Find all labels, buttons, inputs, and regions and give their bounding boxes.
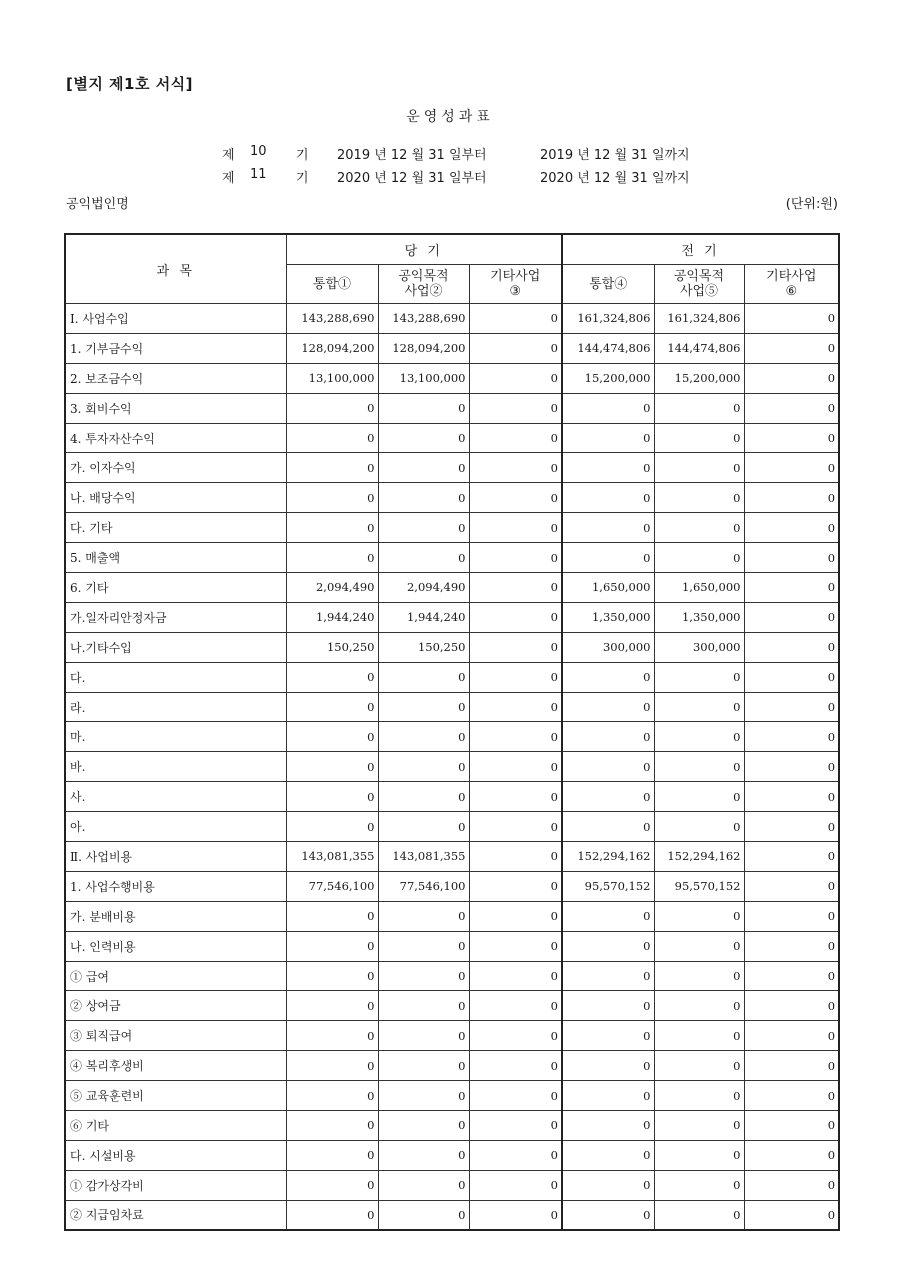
row-value: 0 <box>286 961 378 991</box>
row-value: 0 <box>286 1170 378 1200</box>
row-value: 0 <box>654 812 744 842</box>
table-row <box>65 901 839 931</box>
row-value: 0 <box>654 1111 744 1141</box>
table-row <box>65 842 839 872</box>
row-value: 0 <box>744 423 839 453</box>
row-value: 300,000 <box>562 632 654 662</box>
row-value: 0 <box>744 1051 839 1081</box>
row-value: 150,250 <box>286 632 378 662</box>
row-value: 0 <box>562 1021 654 1051</box>
row-value: 0 <box>378 991 469 1021</box>
row-value: 0 <box>562 393 654 423</box>
row-value: 0 <box>744 842 839 872</box>
table-row <box>65 662 839 692</box>
row-value: 0 <box>378 393 469 423</box>
table-row <box>65 453 839 483</box>
form-label: [별지 제1호 서식] <box>66 75 194 93</box>
row-value: 0 <box>286 722 378 752</box>
row-subject: Ⅰ. 사업수입 <box>65 304 286 334</box>
row-value: 0 <box>469 871 562 901</box>
row-value: 0 <box>744 483 839 513</box>
row-value: 0 <box>286 1111 378 1141</box>
row-value: 0 <box>654 1081 744 1111</box>
row-value: 0 <box>469 1021 562 1051</box>
row-value: 0 <box>654 931 744 961</box>
row-value: 0 <box>654 393 744 423</box>
row-value: 0 <box>654 453 744 483</box>
row-value: 1,350,000 <box>654 602 744 632</box>
row-value: 0 <box>286 901 378 931</box>
row-value: 0 <box>562 1140 654 1170</box>
row-value: 0 <box>378 662 469 692</box>
row-value: 0 <box>562 782 654 812</box>
row-value: 0 <box>562 901 654 931</box>
period-number: 11 <box>250 167 267 182</box>
period-to: 2020 년 12 월 31 일까지 <box>540 171 690 186</box>
row-value: 0 <box>744 901 839 931</box>
row-value: 0 <box>378 901 469 931</box>
row-value: 0 <box>469 812 562 842</box>
row-value: 128,094,200 <box>378 333 469 363</box>
row-subject: 1. 사업수행비용 <box>65 871 286 901</box>
row-subject: 2. 보조금수익 <box>65 363 286 393</box>
row-value: 143,081,355 <box>286 842 378 872</box>
header-col-3: 기타사업 ③ <box>469 265 562 304</box>
row-value: 0 <box>654 961 744 991</box>
row-value: 0 <box>744 602 839 632</box>
row-value: 0 <box>744 662 839 692</box>
row-value: 0 <box>562 662 654 692</box>
row-value: 0 <box>286 692 378 722</box>
row-value: 0 <box>744 513 839 543</box>
period-from: 2019 년 12 월 31 일부터 <box>337 148 487 163</box>
row-subject: 다. 기타 <box>65 513 286 543</box>
row-subject: 나. 인력비용 <box>65 931 286 961</box>
row-value: 128,094,200 <box>286 333 378 363</box>
row-value: 0 <box>378 1111 469 1141</box>
row-value: 0 <box>744 1111 839 1141</box>
row-value: 1,350,000 <box>562 602 654 632</box>
period-number: 10 <box>250 144 267 159</box>
row-value: 13,100,000 <box>286 363 378 393</box>
table-row <box>65 543 839 573</box>
table-row <box>65 1051 839 1081</box>
row-value: 0 <box>744 573 839 603</box>
row-value: 0 <box>562 423 654 453</box>
row-value: 2,094,490 <box>378 573 469 603</box>
table-row <box>65 782 839 812</box>
row-subject: 1. 기부금수익 <box>65 333 286 363</box>
row-value: 0 <box>744 304 839 334</box>
row-value: 0 <box>744 363 839 393</box>
table-row <box>65 483 839 513</box>
row-value: 0 <box>286 812 378 842</box>
row-value: 0 <box>562 722 654 752</box>
row-value: 0 <box>469 931 562 961</box>
row-subject: ② 상여금 <box>65 991 286 1021</box>
row-value: 95,570,152 <box>562 871 654 901</box>
row-value: 1,944,240 <box>378 602 469 632</box>
row-value: 0 <box>654 1051 744 1081</box>
row-value: 0 <box>562 1111 654 1141</box>
row-subject: 가. 분배비용 <box>65 901 286 931</box>
row-subject: ⑤ 교육훈련비 <box>65 1081 286 1111</box>
period-je: 제 <box>222 148 235 163</box>
row-value: 0 <box>469 304 562 334</box>
row-value: 144,474,806 <box>562 333 654 363</box>
row-value: 152,294,162 <box>654 842 744 872</box>
row-value: 0 <box>744 961 839 991</box>
operating-results-table <box>64 233 840 1231</box>
row-value: 0 <box>744 931 839 961</box>
row-value: 0 <box>654 782 744 812</box>
row-value: 0 <box>378 453 469 483</box>
row-value: 152,294,162 <box>562 842 654 872</box>
row-value: 0 <box>469 842 562 872</box>
table-row <box>65 1140 839 1170</box>
row-value: 15,200,000 <box>562 363 654 393</box>
row-value: 0 <box>562 961 654 991</box>
row-value: 0 <box>654 722 744 752</box>
header-subject: 과 목 <box>65 234 286 304</box>
row-subject: 5. 매출액 <box>65 543 286 573</box>
row-value: 0 <box>744 333 839 363</box>
row-value: 143,081,355 <box>378 842 469 872</box>
table-row <box>65 513 839 543</box>
row-value: 0 <box>286 1081 378 1111</box>
row-value: 0 <box>562 931 654 961</box>
table-row <box>65 812 839 842</box>
row-value: 0 <box>378 692 469 722</box>
row-value: 0 <box>378 1051 469 1081</box>
table-row <box>65 333 839 363</box>
row-value: 0 <box>378 543 469 573</box>
row-value: 0 <box>286 543 378 573</box>
row-value: 0 <box>469 692 562 722</box>
row-value: 0 <box>469 722 562 752</box>
table-row <box>65 1111 839 1141</box>
row-value: 161,324,806 <box>562 304 654 334</box>
row-value: 0 <box>469 363 562 393</box>
row-subject: 가. 이자수익 <box>65 453 286 483</box>
row-value: 0 <box>378 782 469 812</box>
row-subject: ① 감가상각비 <box>65 1170 286 1200</box>
row-value: 0 <box>469 901 562 931</box>
row-value: 0 <box>654 752 744 782</box>
header-previous-period: 전 기 <box>562 234 839 265</box>
row-subject: ② 지급임차료 <box>65 1200 286 1230</box>
row-value: 0 <box>286 483 378 513</box>
table-row <box>65 632 839 662</box>
row-value: 0 <box>469 632 562 662</box>
row-value: 143,288,690 <box>378 304 469 334</box>
row-value: 0 <box>744 1021 839 1051</box>
row-value: 0 <box>654 1021 744 1051</box>
row-value: 0 <box>469 782 562 812</box>
row-subject: 아. <box>65 812 286 842</box>
row-value: 0 <box>378 1081 469 1111</box>
row-subject: Ⅱ. 사업비용 <box>65 842 286 872</box>
period-je: 제 <box>222 171 235 186</box>
row-value: 0 <box>744 1170 839 1200</box>
row-value: 0 <box>469 1140 562 1170</box>
document-title: 운영성과표 <box>406 109 494 125</box>
row-subject: ⑥ 기타 <box>65 1111 286 1141</box>
row-value: 0 <box>562 991 654 1021</box>
row-value: 95,570,152 <box>654 871 744 901</box>
row-value: 0 <box>378 1200 469 1230</box>
row-value: 0 <box>469 423 562 453</box>
header-col-1: 통합① <box>286 265 378 304</box>
table-row <box>65 692 839 722</box>
row-value: 0 <box>286 1051 378 1081</box>
row-value: 0 <box>654 991 744 1021</box>
table-row <box>65 722 839 752</box>
row-value: 0 <box>744 632 839 662</box>
row-subject: ④ 복리후생비 <box>65 1051 286 1081</box>
row-value: 0 <box>469 453 562 483</box>
row-value: 1,650,000 <box>562 573 654 603</box>
row-value: 0 <box>562 812 654 842</box>
row-value: 0 <box>286 453 378 483</box>
row-subject: ③ 퇴직급여 <box>65 1021 286 1051</box>
row-value: 0 <box>744 543 839 573</box>
row-value: 0 <box>378 1170 469 1200</box>
row-subject: 다. <box>65 662 286 692</box>
row-value: 1,944,240 <box>286 602 378 632</box>
row-value: 0 <box>469 1170 562 1200</box>
row-value: 0 <box>562 453 654 483</box>
row-value: 0 <box>378 1021 469 1051</box>
row-value: 0 <box>469 393 562 423</box>
row-value: 0 <box>744 782 839 812</box>
row-value: 0 <box>469 333 562 363</box>
row-value: 0 <box>378 483 469 513</box>
row-value: 0 <box>654 543 744 573</box>
row-subject: 마. <box>65 722 286 752</box>
row-subject: 라. <box>65 692 286 722</box>
row-value: 0 <box>286 752 378 782</box>
row-value: 0 <box>286 1200 378 1230</box>
table-row <box>65 752 839 782</box>
row-value: 0 <box>286 931 378 961</box>
row-subject: 바. <box>65 752 286 782</box>
row-value: 144,474,806 <box>654 333 744 363</box>
row-value: 0 <box>654 1170 744 1200</box>
row-subject: 4. 투자자산수익 <box>65 423 286 453</box>
row-value: 0 <box>562 1051 654 1081</box>
row-value: 0 <box>562 1170 654 1200</box>
row-subject: 나.기타수입 <box>65 632 286 662</box>
row-value: 0 <box>378 752 469 782</box>
row-value: 0 <box>286 662 378 692</box>
row-value: 2,094,490 <box>286 573 378 603</box>
row-value: 0 <box>744 453 839 483</box>
row-value: 0 <box>654 513 744 543</box>
header-current-period: 당 기 <box>286 234 562 265</box>
row-value: 0 <box>654 692 744 722</box>
row-value: 0 <box>562 1200 654 1230</box>
row-value: 0 <box>744 871 839 901</box>
table-row <box>65 1021 839 1051</box>
table-row <box>65 573 839 603</box>
period-gi: 기 <box>296 148 309 163</box>
row-value: 15,200,000 <box>654 363 744 393</box>
header-col-4: 통합④ <box>562 265 654 304</box>
unit-label: (단위:원) <box>785 197 838 212</box>
row-value: 0 <box>469 483 562 513</box>
row-value: 143,288,690 <box>286 304 378 334</box>
row-subject: 3. 회비수익 <box>65 393 286 423</box>
row-value: 0 <box>562 692 654 722</box>
row-value: 13,100,000 <box>378 363 469 393</box>
row-value: 0 <box>286 991 378 1021</box>
table-row <box>65 363 839 393</box>
row-value: 300,000 <box>654 632 744 662</box>
row-value: 0 <box>562 483 654 513</box>
row-value: 0 <box>469 513 562 543</box>
row-value: 0 <box>286 1140 378 1170</box>
header-col-5: 공익목적 사업⑤ <box>654 265 744 304</box>
row-value: 0 <box>286 393 378 423</box>
row-subject: 다. 시설비용 <box>65 1140 286 1170</box>
row-value: 0 <box>744 722 839 752</box>
row-value: 0 <box>286 423 378 453</box>
row-value: 0 <box>286 1021 378 1051</box>
row-value: 77,546,100 <box>378 871 469 901</box>
row-value: 0 <box>286 513 378 543</box>
row-value: 0 <box>654 1200 744 1230</box>
row-value: 0 <box>469 543 562 573</box>
header-col-6: 기타사업 ⑥ <box>744 265 839 304</box>
row-value: 0 <box>654 901 744 931</box>
row-value: 0 <box>744 393 839 423</box>
period-from: 2020 년 12 월 31 일부터 <box>337 171 487 186</box>
row-subject: 사. <box>65 782 286 812</box>
row-value: 0 <box>378 513 469 543</box>
row-subject: 가.일자리안정자금 <box>65 602 286 632</box>
org-name-label: 공익법인명 <box>66 197 129 212</box>
row-subject: ① 급여 <box>65 961 286 991</box>
row-value: 0 <box>378 423 469 453</box>
row-value: 0 <box>562 1081 654 1111</box>
row-value: 0 <box>469 752 562 782</box>
period-to: 2019 년 12 월 31 일까지 <box>540 148 690 163</box>
row-value: 0 <box>744 1200 839 1230</box>
row-value: 0 <box>654 483 744 513</box>
table-row <box>65 1170 839 1200</box>
table-row <box>65 931 839 961</box>
table-row <box>65 304 839 334</box>
table-row <box>65 423 839 453</box>
table-row <box>65 991 839 1021</box>
period-gi: 기 <box>296 171 309 186</box>
header-col-2: 공익목적 사업② <box>378 265 469 304</box>
row-value: 0 <box>744 692 839 722</box>
table-row <box>65 1081 839 1111</box>
row-value: 0 <box>744 1081 839 1111</box>
table-row <box>65 393 839 423</box>
row-value: 0 <box>654 662 744 692</box>
table-row <box>65 961 839 991</box>
row-value: 0 <box>744 752 839 782</box>
table-row <box>65 602 839 632</box>
row-value: 0 <box>654 1140 744 1170</box>
row-value: 0 <box>469 602 562 632</box>
row-value: 150,250 <box>378 632 469 662</box>
row-value: 0 <box>378 931 469 961</box>
row-value: 0 <box>562 543 654 573</box>
row-subject: 나. 배당수익 <box>65 483 286 513</box>
row-value: 0 <box>378 722 469 752</box>
row-value: 0 <box>469 1111 562 1141</box>
table-row <box>65 871 839 901</box>
row-value: 0 <box>469 662 562 692</box>
row-value: 0 <box>562 513 654 543</box>
row-value: 0 <box>469 991 562 1021</box>
row-value: 0 <box>469 1051 562 1081</box>
row-value: 0 <box>469 961 562 991</box>
row-value: 0 <box>286 782 378 812</box>
row-value: 77,546,100 <box>286 871 378 901</box>
row-value: 0 <box>378 1140 469 1170</box>
row-value: 0 <box>744 1140 839 1170</box>
row-value: 0 <box>654 423 744 453</box>
row-value: 0 <box>744 991 839 1021</box>
row-value: 0 <box>744 812 839 842</box>
row-subject: 6. 기타 <box>65 573 286 603</box>
row-value: 0 <box>562 752 654 782</box>
row-value: 0 <box>469 1081 562 1111</box>
row-value: 0 <box>378 812 469 842</box>
table-row <box>65 1200 839 1230</box>
row-value: 0 <box>469 573 562 603</box>
row-value: 1,650,000 <box>654 573 744 603</box>
row-value: 0 <box>378 961 469 991</box>
row-value: 0 <box>469 1200 562 1230</box>
row-value: 161,324,806 <box>654 304 744 334</box>
